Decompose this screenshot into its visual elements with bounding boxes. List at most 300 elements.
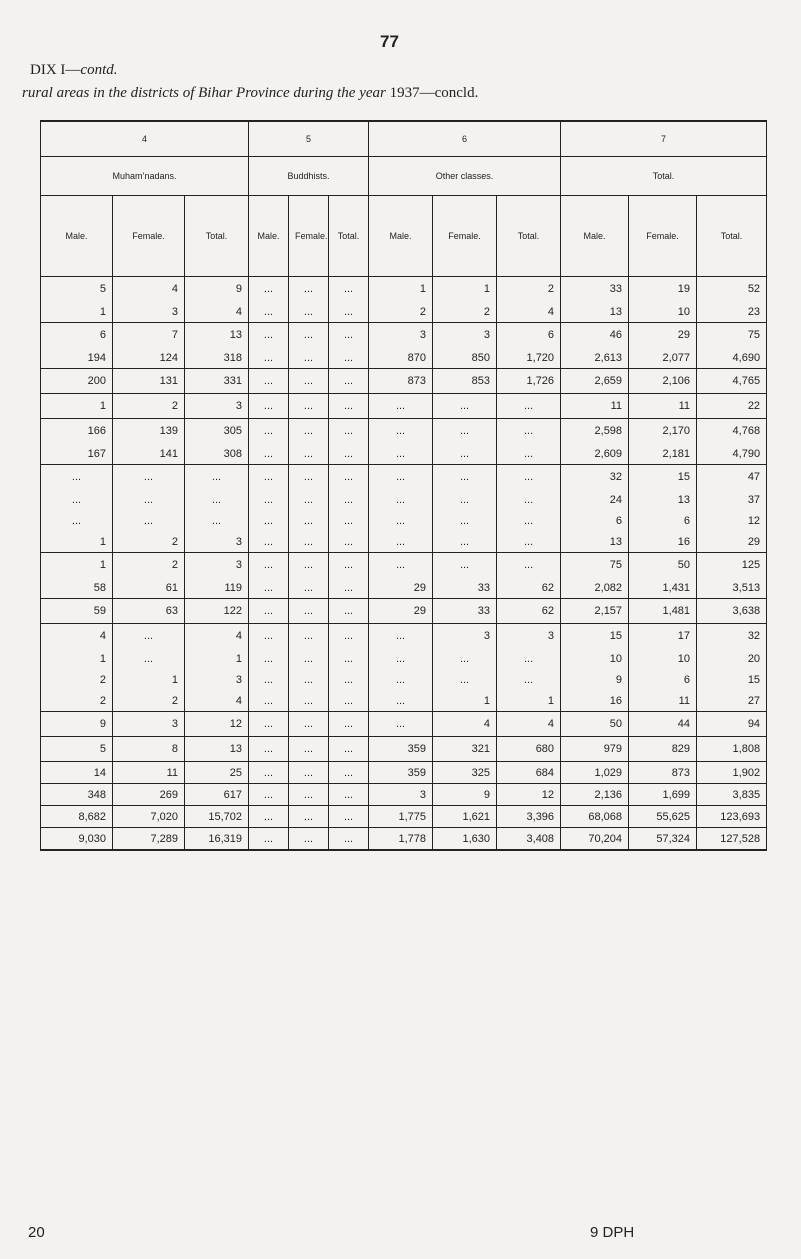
table-cell: ... xyxy=(433,394,497,419)
table-cell: 131 xyxy=(113,369,185,394)
table-cell: 20 xyxy=(697,648,767,669)
table-cell: 1,808 xyxy=(697,737,767,762)
table-cell: 2,082 xyxy=(561,577,629,599)
table-cell: 2,170 xyxy=(629,419,697,444)
table-cell: ... xyxy=(289,669,329,690)
table-cell: 1 xyxy=(369,277,433,302)
table-cell: 2 xyxy=(113,394,185,419)
table-cell: ... xyxy=(289,828,329,851)
table-cell: 4 xyxy=(41,624,113,649)
table-cell: 62 xyxy=(497,599,561,624)
subheader-cell: Female. xyxy=(629,196,697,277)
table-cell: ... xyxy=(329,465,369,490)
appendix-heading-prefix: DIX I— xyxy=(30,62,81,78)
table-row xyxy=(41,806,767,828)
table-cell: 50 xyxy=(629,553,697,578)
table-cell: ... xyxy=(289,301,329,323)
table-cell: ... xyxy=(289,465,329,490)
table-cell: ... xyxy=(329,577,369,599)
table-cell: 32 xyxy=(561,465,629,490)
table-body xyxy=(41,277,767,851)
table-cell: ... xyxy=(433,510,497,531)
table-cell: ... xyxy=(113,624,185,649)
table-cell: 6 xyxy=(497,323,561,348)
table-cell: 29 xyxy=(697,531,767,553)
table-cell: ... xyxy=(329,443,369,465)
subheader-cell: Total. xyxy=(329,196,369,277)
table-cell: ... xyxy=(369,690,433,712)
table-cell: 13 xyxy=(561,301,629,323)
table-cell: ... xyxy=(249,510,289,531)
table-cell: 684 xyxy=(497,762,561,784)
table-cell: 119 xyxy=(185,577,249,599)
table-cell: ... xyxy=(329,669,369,690)
table-cell: ... xyxy=(369,510,433,531)
table-cell: 1 xyxy=(433,690,497,712)
table-cell: 269 xyxy=(113,784,185,806)
table-cell: ... xyxy=(289,737,329,762)
table-cell: ... xyxy=(289,419,329,444)
page-number: 77 xyxy=(380,32,399,51)
column-number: 7 xyxy=(561,121,767,157)
table-cell: 25 xyxy=(185,762,249,784)
table-cell: ... xyxy=(249,690,289,712)
table-cell: ... xyxy=(369,465,433,490)
table-cell: 7,020 xyxy=(113,806,185,828)
table-cell: 16 xyxy=(561,690,629,712)
table-cell: ... xyxy=(369,489,433,510)
group-header: Muham’nadans. xyxy=(41,157,249,196)
table-cell: ... xyxy=(185,465,249,490)
table-cell: ... xyxy=(329,648,369,669)
table-cell: 10 xyxy=(629,301,697,323)
table-cell: ... xyxy=(433,443,497,465)
table-cell: 22 xyxy=(697,394,767,419)
subheader-cell: Female. xyxy=(289,196,329,277)
table-row xyxy=(41,577,767,599)
table-row xyxy=(41,624,767,649)
group-header: Total. xyxy=(561,157,767,196)
table-cell: ... xyxy=(369,531,433,553)
table-cell: ... xyxy=(249,762,289,784)
table-cell: 1,726 xyxy=(497,369,561,394)
table-cell: 75 xyxy=(697,323,767,348)
table-cell: ... xyxy=(249,301,289,323)
table-cell: ... xyxy=(113,510,185,531)
table-row xyxy=(41,690,767,712)
table-row xyxy=(41,648,767,669)
table-cell: 10 xyxy=(561,648,629,669)
table-cell: ... xyxy=(433,669,497,690)
table-cell: 1 xyxy=(113,669,185,690)
table-cell: 94 xyxy=(697,712,767,737)
table-cell: ... xyxy=(329,489,369,510)
table-cell: 7,289 xyxy=(113,828,185,851)
table-cell: ... xyxy=(289,784,329,806)
table-cell: ... xyxy=(329,531,369,553)
table-cell: ... xyxy=(249,465,289,490)
table-cell: ... xyxy=(329,277,369,302)
table-cell: 4 xyxy=(497,301,561,323)
footer-left: 20 xyxy=(28,1224,45,1241)
table-cell: 123,693 xyxy=(697,806,767,828)
statistics-table xyxy=(40,120,767,851)
table-cell: 2,609 xyxy=(561,443,629,465)
table-cell: 680 xyxy=(497,737,561,762)
table-cell: 15 xyxy=(629,465,697,490)
table-cell: 68,068 xyxy=(561,806,629,828)
table-cell: ... xyxy=(369,648,433,669)
table-cell: 1 xyxy=(41,648,113,669)
table-cell: 2,181 xyxy=(629,443,697,465)
table-cell: ... xyxy=(369,624,433,649)
table-cell: 15,702 xyxy=(185,806,249,828)
table-cell: ... xyxy=(329,510,369,531)
table-cell: ... xyxy=(329,806,369,828)
table-cell: 4 xyxy=(497,712,561,737)
table-cell: ... xyxy=(289,577,329,599)
table-cell: 829 xyxy=(629,737,697,762)
table-cell: 321 xyxy=(433,737,497,762)
table-cell: 125 xyxy=(697,553,767,578)
table-cell: 4,690 xyxy=(697,347,767,369)
table-cell: ... xyxy=(289,762,329,784)
table-cell: 850 xyxy=(433,347,497,369)
table-cell: 3 xyxy=(113,301,185,323)
table-cell: 7 xyxy=(113,323,185,348)
table-cell: 4,790 xyxy=(697,443,767,465)
subheader-cell: Male. xyxy=(369,196,433,277)
appendix-heading xyxy=(30,62,117,79)
table-cell: 29 xyxy=(369,599,433,624)
table-cell: ... xyxy=(329,624,369,649)
table-cell: ... xyxy=(329,784,369,806)
table-cell: 19 xyxy=(629,277,697,302)
group-header: Buddhists. xyxy=(249,157,369,196)
table-cell: 124 xyxy=(113,347,185,369)
table-cell: ... xyxy=(289,394,329,419)
table-row xyxy=(41,419,767,444)
table-cell: ... xyxy=(329,369,369,394)
table-cell: 1,621 xyxy=(433,806,497,828)
table-cell: ... xyxy=(369,443,433,465)
table-cell: 359 xyxy=(369,737,433,762)
table-cell: 3,835 xyxy=(697,784,767,806)
subheader-row xyxy=(41,196,767,277)
table-cell: ... xyxy=(249,489,289,510)
table-cell: 55,625 xyxy=(629,806,697,828)
table-cell: 59 xyxy=(41,599,113,624)
table-cell: 3 xyxy=(369,323,433,348)
table-cell: 2 xyxy=(433,301,497,323)
table-caption xyxy=(22,85,478,102)
table-cell: ... xyxy=(185,489,249,510)
table-row xyxy=(41,277,767,302)
table-cell: 17 xyxy=(629,624,697,649)
table-cell: 1 xyxy=(185,648,249,669)
table-cell: 46 xyxy=(561,323,629,348)
table-cell: 33 xyxy=(561,277,629,302)
table-row xyxy=(41,784,767,806)
table-cell: 1,699 xyxy=(629,784,697,806)
table-cell: 5 xyxy=(41,277,113,302)
table-cell: 11 xyxy=(629,394,697,419)
table-cell: 141 xyxy=(113,443,185,465)
table-cell: 1 xyxy=(41,301,113,323)
table-cell: ... xyxy=(249,828,289,851)
table-cell: 23 xyxy=(697,301,767,323)
table-cell: 33 xyxy=(433,599,497,624)
table-cell: ... xyxy=(249,553,289,578)
table-cell: 359 xyxy=(369,762,433,784)
table-cell: ... xyxy=(289,624,329,649)
table-cell: 1,775 xyxy=(369,806,433,828)
table-cell: ... xyxy=(369,394,433,419)
table-row xyxy=(41,443,767,465)
table-cell: ... xyxy=(497,553,561,578)
table-cell: 2 xyxy=(497,277,561,302)
table-cell: ... xyxy=(289,690,329,712)
table-cell: ... xyxy=(41,510,113,531)
table-cell: ... xyxy=(329,737,369,762)
table-cell: ... xyxy=(289,712,329,737)
table-cell: 5 xyxy=(41,737,113,762)
table-cell: ... xyxy=(249,347,289,369)
footer-right: 9 DPH xyxy=(590,1224,635,1241)
table-cell: 29 xyxy=(369,577,433,599)
table-cell: ... xyxy=(249,394,289,419)
table-cell: 1,902 xyxy=(697,762,767,784)
table-cell: 16,319 xyxy=(185,828,249,851)
table-cell: 6 xyxy=(561,510,629,531)
table-cell: 13 xyxy=(185,737,249,762)
table-cell: 318 xyxy=(185,347,249,369)
table-row xyxy=(41,762,767,784)
table-cell: ... xyxy=(497,531,561,553)
table-cell: ... xyxy=(433,553,497,578)
table-cell: 873 xyxy=(629,762,697,784)
table-row xyxy=(41,828,767,851)
table-cell: 2,106 xyxy=(629,369,697,394)
table-cell: ... xyxy=(289,599,329,624)
table-cell: ... xyxy=(289,553,329,578)
table-cell: ... xyxy=(249,443,289,465)
table-cell: 1 xyxy=(433,277,497,302)
table-cell: ... xyxy=(289,323,329,348)
table-row xyxy=(41,531,767,553)
table-cell: 2,659 xyxy=(561,369,629,394)
table-cell: 13 xyxy=(561,531,629,553)
table-cell: 62 xyxy=(497,577,561,599)
table-row xyxy=(41,347,767,369)
table-cell: 1,720 xyxy=(497,347,561,369)
table-cell: 11 xyxy=(561,394,629,419)
table-cell: 3 xyxy=(369,784,433,806)
table-cell: ... xyxy=(249,599,289,624)
table-cell: 29 xyxy=(629,323,697,348)
table-cell: 1,630 xyxy=(433,828,497,851)
table-cell: 9 xyxy=(41,712,113,737)
table-cell: ... xyxy=(289,489,329,510)
table-row xyxy=(41,712,767,737)
table-cell: 348 xyxy=(41,784,113,806)
subheader-cell: Total. xyxy=(697,196,767,277)
table-cell: 9 xyxy=(433,784,497,806)
group-header: Other classes. xyxy=(369,157,561,196)
table-cell: ... xyxy=(329,347,369,369)
table-cell: 1 xyxy=(497,690,561,712)
column-number: 5 xyxy=(249,121,369,157)
table-cell: ... xyxy=(289,443,329,465)
table-cell: 3 xyxy=(185,394,249,419)
table-cell: 61 xyxy=(113,577,185,599)
table-cell: ... xyxy=(41,465,113,490)
table-cell: 167 xyxy=(41,443,113,465)
table-cell: ... xyxy=(433,465,497,490)
table-cell: 1,431 xyxy=(629,577,697,599)
table-cell: ... xyxy=(289,648,329,669)
table-cell: 52 xyxy=(697,277,767,302)
table-cell: ... xyxy=(289,806,329,828)
table-cell: ... xyxy=(497,669,561,690)
table-cell: 4 xyxy=(185,301,249,323)
table-cell: ... xyxy=(113,465,185,490)
table-cell: 33 xyxy=(433,577,497,599)
table-cell: ... xyxy=(41,489,113,510)
table-cell: 3 xyxy=(433,624,497,649)
table-row xyxy=(41,599,767,624)
table-cell: 200 xyxy=(41,369,113,394)
table-cell: 2 xyxy=(41,690,113,712)
table-cell: ... xyxy=(249,369,289,394)
table-cell: 37 xyxy=(697,489,767,510)
table-cell: ... xyxy=(249,737,289,762)
table-cell: ... xyxy=(289,277,329,302)
table-cell: 3 xyxy=(185,531,249,553)
table-cell: 308 xyxy=(185,443,249,465)
table-cell: ... xyxy=(369,712,433,737)
table-cell: ... xyxy=(185,510,249,531)
table-cell: 2 xyxy=(41,669,113,690)
table-cell: 2,598 xyxy=(561,419,629,444)
table-cell: 13 xyxy=(185,323,249,348)
table-cell: 9 xyxy=(561,669,629,690)
table-cell: 2,077 xyxy=(629,347,697,369)
table-cell: ... xyxy=(249,419,289,444)
table-cell: 9,030 xyxy=(41,828,113,851)
table-cell: 325 xyxy=(433,762,497,784)
table-cell: 3 xyxy=(433,323,497,348)
table-row xyxy=(41,323,767,348)
table-cell: 870 xyxy=(369,347,433,369)
table-cell: 2,613 xyxy=(561,347,629,369)
appendix-heading-contd: contd. xyxy=(80,62,118,78)
table-cell: 16 xyxy=(629,531,697,553)
column-number: 6 xyxy=(369,121,561,157)
table-cell: 194 xyxy=(41,347,113,369)
table-cell: ... xyxy=(369,669,433,690)
table-cell: 8,682 xyxy=(41,806,113,828)
table-cell: 6 xyxy=(41,323,113,348)
table-row xyxy=(41,553,767,578)
table-cell: 305 xyxy=(185,419,249,444)
table-cell: 1 xyxy=(41,394,113,419)
table-cell: ... xyxy=(249,577,289,599)
table-cell: 3,638 xyxy=(697,599,767,624)
table-cell: 11 xyxy=(629,690,697,712)
table-cell: 2 xyxy=(113,690,185,712)
subheader-cell: Total. xyxy=(185,196,249,277)
table-row xyxy=(41,465,767,490)
table-cell: 8 xyxy=(113,737,185,762)
table-cell: 1 xyxy=(41,553,113,578)
subheader-cell: Total. xyxy=(497,196,561,277)
table-row xyxy=(41,737,767,762)
table-cell: ... xyxy=(329,301,369,323)
subheader-cell: Female. xyxy=(113,196,185,277)
subheader-cell: Male. xyxy=(561,196,629,277)
table-cell: ... xyxy=(329,599,369,624)
table-cell: 2,157 xyxy=(561,599,629,624)
table-cell: 122 xyxy=(185,599,249,624)
table-cell: ... xyxy=(497,648,561,669)
table-cell: ... xyxy=(497,394,561,419)
table-cell: 50 xyxy=(561,712,629,737)
table-cell: 873 xyxy=(369,369,433,394)
table-cell: 75 xyxy=(561,553,629,578)
table-cell: ... xyxy=(497,489,561,510)
subheader-cell: Female. xyxy=(433,196,497,277)
table-cell: 3,396 xyxy=(497,806,561,828)
table-cell: ... xyxy=(249,669,289,690)
table-row xyxy=(41,394,767,419)
table-cell: 44 xyxy=(629,712,697,737)
table-cell: 127,528 xyxy=(697,828,767,851)
table-cell: 2 xyxy=(369,301,433,323)
table-cell: 1,029 xyxy=(561,762,629,784)
table-cell: 2,136 xyxy=(561,784,629,806)
table-cell: ... xyxy=(289,347,329,369)
table-cell: ... xyxy=(249,712,289,737)
table-cell: 11 xyxy=(113,762,185,784)
table-cell: 2 xyxy=(113,531,185,553)
table-cell: ... xyxy=(249,323,289,348)
table-cell: 15 xyxy=(561,624,629,649)
table-cell: ... xyxy=(497,443,561,465)
table-cell: 6 xyxy=(629,510,697,531)
table-cell: 4 xyxy=(185,624,249,649)
table-cell: 32 xyxy=(697,624,767,649)
table-cell: 6 xyxy=(629,669,697,690)
table-cell: 3 xyxy=(185,669,249,690)
table-cell: 12 xyxy=(497,784,561,806)
table-cell: ... xyxy=(497,510,561,531)
table-cell: ... xyxy=(497,419,561,444)
table-cell: 24 xyxy=(561,489,629,510)
table-cell: ... xyxy=(289,369,329,394)
table-caption-year: 1937—concld. xyxy=(385,85,479,101)
table-cell: 63 xyxy=(113,599,185,624)
table-cell: 1,778 xyxy=(369,828,433,851)
table-cell: 10 xyxy=(629,648,697,669)
table-cell: ... xyxy=(369,419,433,444)
table-cell: 3 xyxy=(113,712,185,737)
table-cell: ... xyxy=(249,531,289,553)
table-cell: 70,204 xyxy=(561,828,629,851)
table-cell: 4,765 xyxy=(697,369,767,394)
table-row xyxy=(41,510,767,531)
table-caption-italic: rural areas in the districts of Bihar Province during the year xyxy=(22,85,386,101)
